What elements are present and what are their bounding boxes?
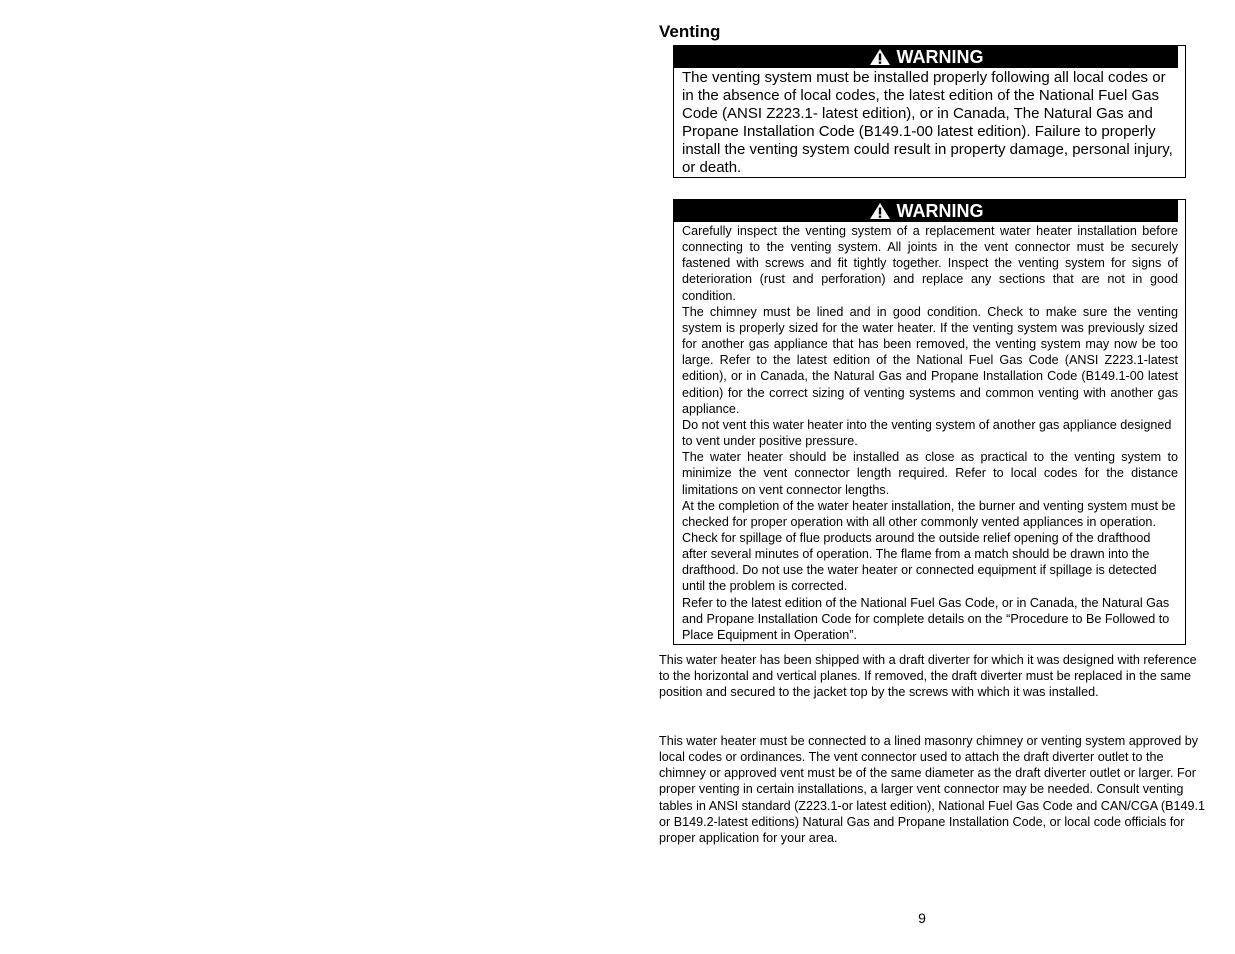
warning-paragraph-spillage-check: At the completion of the water heater installation, the burner and venting system must be checked for proper operation with all other commonly vented appliances in operation. Check for spillage of flue products around the outside relief opening of the drafthood after several minutes of operation. The flame from a match should be drawn into the drafthood. Do not use the water heater or connected equipment if spillage is detected until the problem is corrected. bbox=[682, 498, 1176, 594]
warning-paragraph-procedure: Refer to the latest edition of the National Fuel Gas Code, or in Canada, the Natural Gas and Propane Installation Code for complete details on the “Procedure to Be Followed to Place Equipment in Operation”. bbox=[682, 595, 1170, 642]
page-number: 9 bbox=[918, 910, 926, 926]
warning-paragraph-positive-pressure: Do not vent this water heater into the venting system of another gas appliance designed to vent under positive pressure. bbox=[682, 417, 1172, 449]
warning-body-text: The venting system must be installed properly following all local codes or in the absence of local codes, the latest edition of the National Fuel Gas Code (ANSI Z223.1- latest edition), or in Canada, The Natural Gas and Propane Installation Code (B149.1-00 latest edition). Failure to properly install the venting system could result in property damage, personal injury, or death. bbox=[682, 69, 1173, 176]
warning-header bbox=[674, 46, 1185, 68]
warning-body bbox=[674, 222, 1185, 643]
paragraph-draft-diverter: This water heater has been shipped with a draft diverter for which it was designed with reference to the horizontal and vertical planes. If removed, the draft diverter must be replaced in the same position and secured to the jacket top by the screws with which it was installed. bbox=[659, 653, 1197, 700]
warning-box-installation bbox=[673, 45, 1186, 178]
warning-header bbox=[674, 200, 1185, 222]
warning-box-inspection bbox=[673, 199, 1186, 645]
warning-triangle-icon bbox=[869, 202, 891, 220]
warning-header-label: WARNING bbox=[896, 201, 984, 221]
section-title: Venting bbox=[659, 22, 721, 41]
warning-triangle-icon bbox=[869, 48, 891, 66]
warning-paragraph-connector-length: The water heater should be installed as close as practical to the venting system to minimize the vent connector length required. Refer to local codes for the distance limitations on vent connector lengths. bbox=[682, 450, 1178, 497]
warning-header-label: WARNING bbox=[896, 47, 984, 67]
paragraph-chimney-connection: This water heater must be connected to a lined masonry chimney or venting system approved by local codes or ordinances. The vent connector used to attach the draft diverter outlet to the chimney or approved vent must be of the same diameter as the draft diverter outlet or larger. For proper venting in certain installations, a larger vent connector may be needed. Consult venting tables in ANSI standard (Z223.1-or latest edition), National Fuel Gas Code and CAN/CGA (B149.1 or B149.2-latest editions) Natural Gas and Propane Installation Code, or local code officials for proper application for your area. bbox=[659, 734, 1206, 845]
warning-paragraph-chimney: The chimney must be lined and in good condition. Check to make sure the venting system is properly sized for the water heater. If the venting system was previously sized for another gas appliance that has been removed, the venting system may now be too large. Refer to the latest edition of the National Fuel Gas Code (ANSI Z223.1-latest edition), or in Canada, the Natural Gas and Propane Installation Code (B149.1-00 latest edition) for the correct sizing of venting systems and common venting with another gas appliance. bbox=[682, 304, 1178, 416]
warning-paragraph-inspect: Carefully inspect the venting system of a replacement water heater installation before connecting to the venting system. All joints in the vent connector must be securely fastened with screws and fit tightly together. Inspect the venting system for signs of deterioration (rust and perforation) and replace any sections that are not in good condition. bbox=[682, 224, 1178, 303]
